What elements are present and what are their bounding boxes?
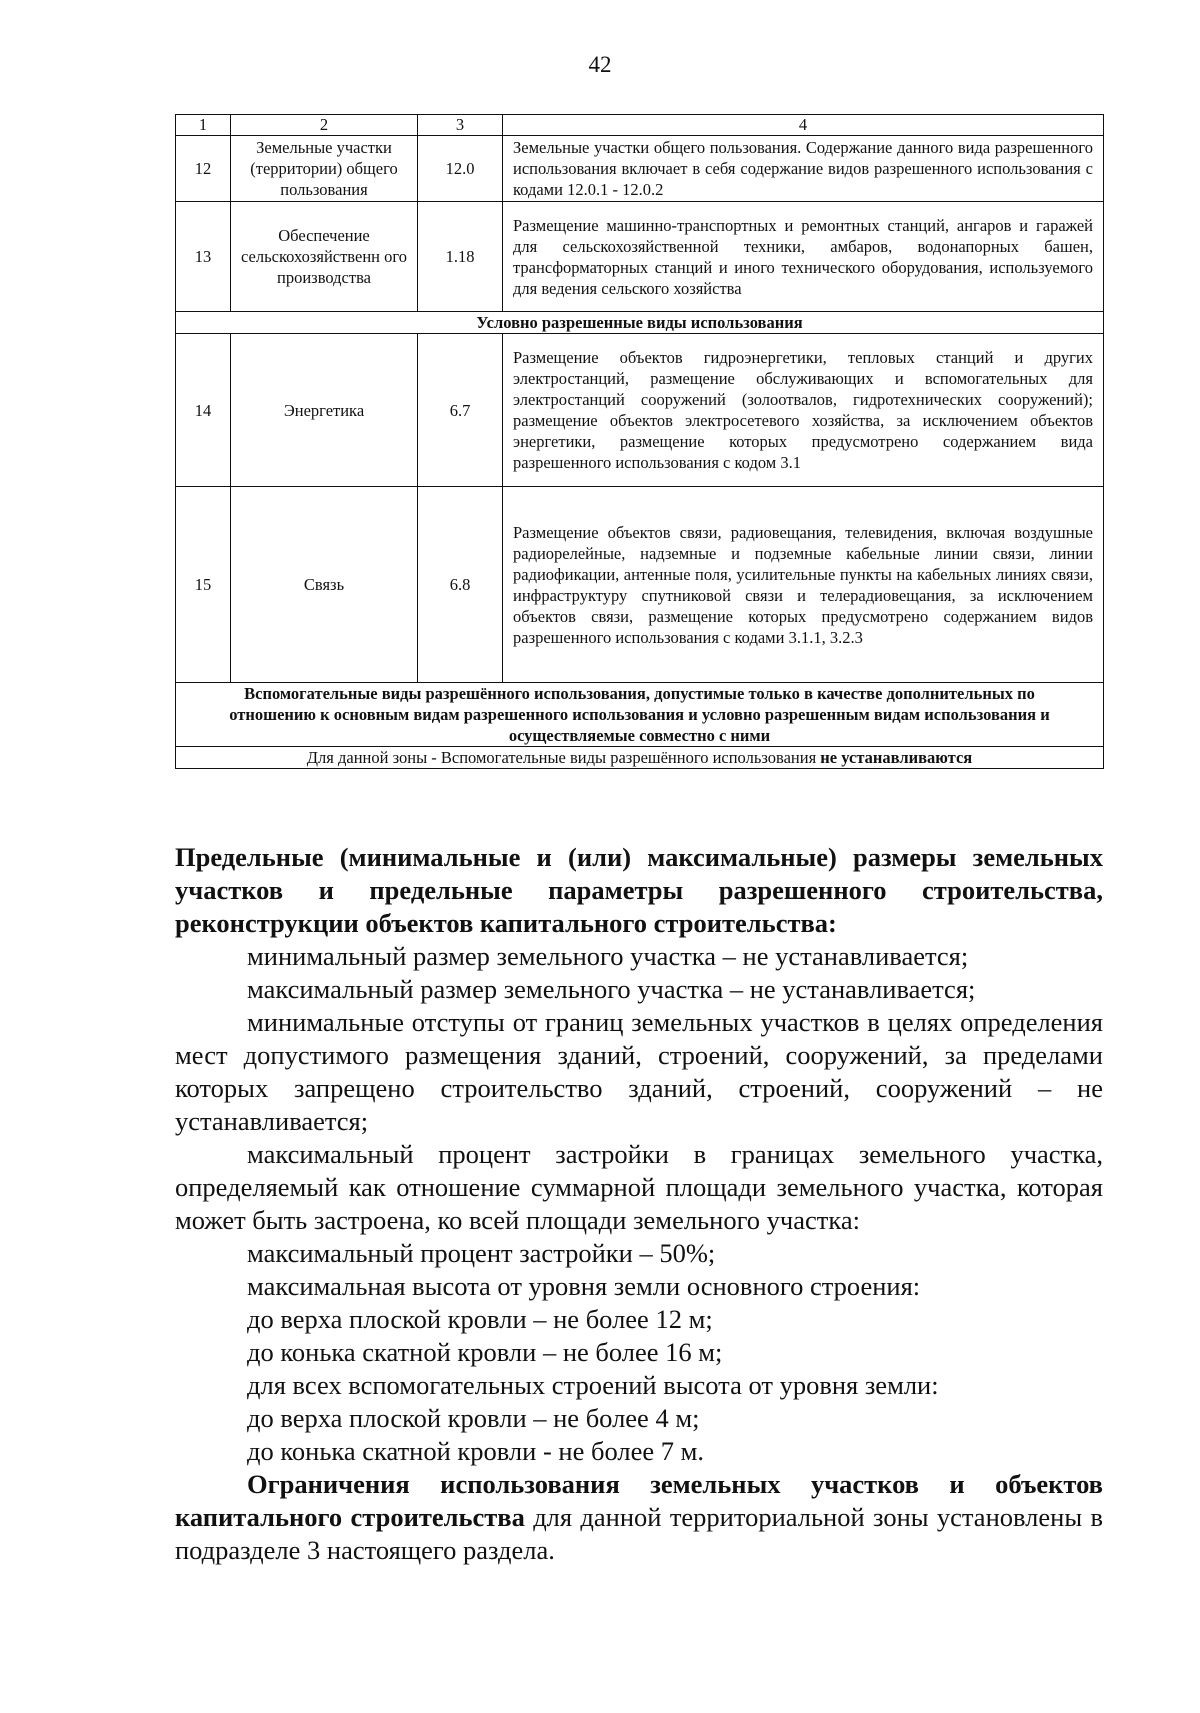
use-code: 6.8 [418, 487, 503, 683]
paragraph: минимальный размер земельного участка – не устанавливается; [247, 941, 969, 971]
use-name: Энергетика [231, 334, 418, 487]
row-number: 13 [176, 202, 231, 312]
table-row [176, 334, 1104, 487]
use-code: 1.18 [418, 202, 503, 312]
table-row [176, 487, 1104, 683]
page-number: 42 [588, 52, 612, 77]
paragraph: до конька скатной кровли - не более 7 м. [247, 1436, 705, 1466]
restrictions-text: для данной территориальной зоны установлены в подразделе 3 настоящего раздела. [175, 1502, 1103, 1565]
zone-note [176, 747, 1104, 769]
use-description: Размещение объектов связи, радиовещания, телевидения, включая воздушные радиорелейные, надземные и подземные кабельные линии связи, линии радиофикации, антенные поля, усилительные пункты на кабельных линиях связи, инфраструктуру спутниковой связи и телерадиовещания, за исключением объектов связи, размещение которых предусмотрено содержанием видов разрешенного использования с кодами 3.1.1, 3.2.3 [503, 487, 1104, 683]
paragraph: максимальная высота от уровня земли основного строения: [247, 1271, 921, 1301]
section-row [176, 683, 1104, 747]
note-row [176, 747, 1104, 769]
section-title-conditional: Условно разрешенные виды использования [176, 312, 1104, 334]
paragraph: до конька скатной кровли – не более 16 м; [247, 1337, 723, 1367]
paragraph: для всех вспомогательных строений высота от уровня земли: [247, 1370, 939, 1400]
parameters-heading: Предельные (минимальные и (или) максимальные) размеры земельных участков и предельные параметры разрешенного строительства, реконструкции объектов капитального строительства: [175, 842, 1103, 938]
table-row [176, 202, 1104, 312]
row-number: 14 [176, 334, 231, 487]
header-cell: 3 [418, 115, 503, 136]
section-title-auxiliary: Вспомогательные виды разрешённого использования, допустимые только в качестве дополнительных по отношению к основным видам разрешенного использования и условно разрешенным видам использования и осуществляемые совместно с ними [176, 683, 1104, 747]
restrictions-bold: Ограничения использования земельных участков и объектов капитального строительства [175, 1469, 1103, 1532]
paragraph: максимальный размер земельного участка – не устанавливается; [247, 974, 976, 1004]
use-description: Размещение машинно-транспортных и ремонтных станций, ангаров и гаражей для сельскохозяйственной техники, амбаров, водонапорных башен, трансформаторных станций и иного технического оборудования, используемого для ведения сельского хозяйства [503, 202, 1104, 312]
paragraph: максимальный процент застройки в границах земельного участка, определяемый как отношение суммарной площади земельного участка, которая может быть застроена, ко всей площади земельного участка: [175, 1139, 1103, 1235]
table-row [176, 136, 1104, 202]
paragraph: до верха плоской кровли – не более 4 м; [247, 1403, 700, 1433]
header-cell: 2 [231, 115, 418, 136]
restrictions-paragraph [175, 1468, 1103, 1567]
header-cell: 4 [503, 115, 1104, 136]
use-code: 6.7 [418, 334, 503, 487]
use-name: Связь [231, 487, 418, 683]
paragraph: минимальные отступы от границ земельных участков в целях определения мест допустимого размещения зданий, строений, сооружений, за пределами которых запрещено строительство зданий, строений, сооружений – не устанавливается; [175, 1007, 1103, 1136]
section-row [176, 312, 1104, 334]
header-cell: 1 [176, 115, 231, 136]
zone-note-text: Для данной зоны - Вспомогательные виды разрешённого использования [306, 748, 817, 767]
land-use-table [175, 114, 1104, 769]
use-name: Обеспечение сельскохозяйственн ого производства [231, 202, 418, 312]
use-description: Земельные участки общего пользования. Содержание данного вида разрешенного использования включает в себя содержание видов разрешенного использования с кодами 12.0.1 - 12.0.2 [503, 136, 1104, 202]
paragraph: максимальный процент застройки – 50%; [247, 1238, 716, 1268]
table-header-row [176, 115, 1104, 136]
row-number: 12 [176, 136, 231, 202]
use-code: 12.0 [418, 136, 503, 202]
use-name: Земельные участки (территории) общего пользования [231, 136, 418, 202]
row-number: 15 [176, 487, 231, 683]
use-description: Размещение объектов гидроэнергетики, тепловых станций и других электростанций, размещение обслуживающих и вспомогательных для электростанций сооружений (золоотвалов, гидротехнических сооружений); размещение объектов электросетевого хозяйства, за исключением объектов энергетики, размещение которых предусмотрено содержанием вида разрешенного использования с кодом 3.1 [503, 334, 1104, 487]
zone-note-bold: не устанавливаются [820, 748, 973, 767]
parameters-section [175, 841, 1103, 1567]
paragraph: до верха плоской кровли – не более 12 м; [247, 1304, 713, 1334]
